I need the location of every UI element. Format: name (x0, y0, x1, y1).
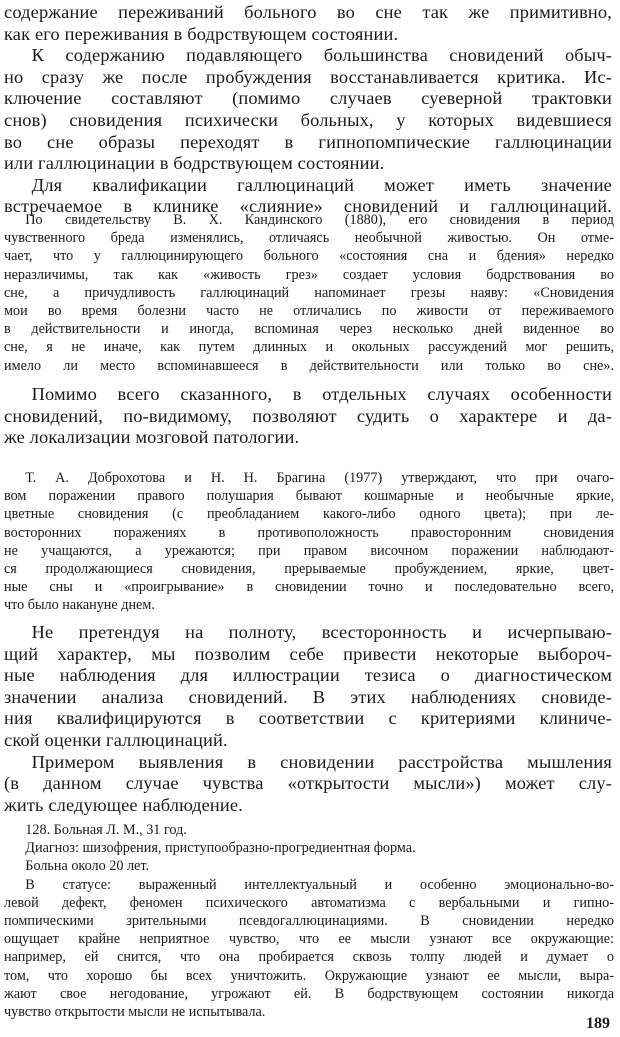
text-line: сне, я не иначе, как путем длинных и окольных рассуждений мог решить, (4, 339, 614, 356)
text-line: К содержанию подавляющего большинства сновидений обыч- (31, 45, 612, 66)
text-line: чувство открытости мысли не испытывала. (4, 1003, 266, 1020)
text-line: неразличимы, так как «живость грез» создает условия бодрствования во (4, 266, 614, 283)
text-line: мои во время болезни часто не отличались по живости от переживаемого (4, 302, 614, 319)
text-line: или галлюцинации в бодрствующем состоянии. (4, 153, 385, 174)
text-line: (в данном случае чувства «открытости мысли») может слу- (4, 773, 612, 794)
text-line: В статусе: выраженный интеллектуальный и особенно эмоционально-во- (25, 876, 614, 893)
text-line: ской оценки галлюцинаций. (4, 729, 228, 750)
text-line: ные сны и «проигрывание» в сновидении точно и последовательно всего, (4, 579, 614, 596)
text-line: во сне образы переходят в гипнопомпические галлюцинации (4, 131, 612, 152)
case-heading: 128. Больная Л. М., 31 год. (25, 822, 187, 838)
main-text-block-2 (4, 384, 612, 449)
main-text-block-1 (4, 2, 612, 218)
text-line: жить следующее наблюдение. (4, 794, 243, 815)
text-line: ключение составляют (помимо случаев суеверной трактовки (4, 88, 612, 109)
text-line: же локализации мозговой патологии. (4, 427, 300, 448)
text-line: что было накануне днем. (4, 597, 155, 614)
text-line: чувственного бреда изменялись, отличаясь необычной живостью. Он отме- (4, 230, 614, 247)
text-line: вом поражении правого полушария бывают кошмарные и необычные яркие, (4, 488, 614, 505)
text-line: По свидетельству В. Х. Кандинского (1880), его сновидения в период (25, 212, 614, 228)
text-line: жают свое негодование, угрожают ей. В бодрствующем состоянии никогда (4, 985, 614, 1002)
text-line: помпическими зрительными псевдогаллюцинациями. В сновидении нередко (4, 912, 614, 929)
text-line: в действительности и иногда, вспоминая через несколько дней виденное во (4, 321, 614, 338)
text-line: ния квалифицируются в соответствии с критериями клиниче- (4, 708, 612, 729)
text-line: щий характер, мы позволим себе привести некоторые выбороч- (4, 643, 612, 664)
quote-block-kandinsky (4, 211, 614, 375)
text-line: но сразу же после пробуждения восстанавливается критика. Ис- (4, 66, 612, 87)
text-line: снов) сновидения психически больных, у которых видевшиеся (4, 109, 612, 130)
text-line: левой дефект, феномен психического автоматизма с вербальными и гипно- (4, 894, 614, 911)
case-observation-128 (4, 821, 614, 1021)
text-line: Примером выявления в сновидении расстройства мышления (31, 751, 612, 772)
text-line: например, ей снится, что она пробирается сквозь толпу людей и думает о (4, 949, 614, 966)
page-number: 189 (586, 1015, 610, 1032)
text-line: не учащаются, а урежаются; при правом височном поражении наблюдают- (4, 542, 614, 559)
text-line: сне, а причудливость галлюцинаций напоминает грезы наяву: «Сновидения (4, 284, 614, 301)
text-line: Помимо всего сказанного, в отдельных случаях особенности (31, 384, 612, 404)
text-line: содержание переживаний больного во сне так же примитивно, (4, 2, 612, 22)
text-line: Т. А. Доброхотова и Н. Н. Брагина (1977) утверждают, что при очаго- (25, 470, 614, 486)
main-text-block-3 (4, 622, 612, 816)
text-line: чает, что у галлюцинирующего больного «состояния сна и бдения» нередко (4, 248, 614, 265)
text-line: Для квалификации галлюцинаций может иметь значение (31, 174, 612, 195)
text-line: цветные сновидения (с преобладанием какого-либо одного цвета); при ле- (4, 506, 614, 523)
text-line: ные наблюдения для иллюстрации тезиса о диагностическом (4, 665, 612, 686)
text-line: как его переживания в бодрствующем состоянии. (4, 23, 399, 44)
text-line: ся продолжающиеся сновидения, прерываемые пробуждением, яркие, цвет- (4, 560, 614, 577)
text-line: Не претендуя на полноту, всесторонность и исчерпываю- (31, 622, 612, 642)
quote-block-dobrokhotova (4, 469, 614, 615)
text-line: восторонних поражениях в противоположность правосторонним сновидения (4, 524, 614, 541)
case-diagnosis: Диагноз: шизофрения, приступообразно-прогредиентная форма. (25, 840, 416, 857)
text-line: том, что хорошо бы всех уничтожить. Окружающие узнают ее мысли, выра- (4, 967, 614, 984)
text-line: сновидений, по-видимому, позволяют судить о характере и да- (4, 405, 612, 426)
text-line: ощущает крайне неприятное чувство, что ее мысли узнают все окружающие: (4, 931, 614, 948)
text-line: имело ли место вспоминавшееся в действительности или только во сне». (4, 357, 614, 374)
text-line: встречаемое в клинике «слияние» сновидений и галлюцинаций. (4, 196, 612, 217)
text-line: значении анализа сновидений. В этих наблюдениях сновиде- (4, 686, 612, 707)
case-duration: Больна около 20 лет. (25, 858, 150, 875)
